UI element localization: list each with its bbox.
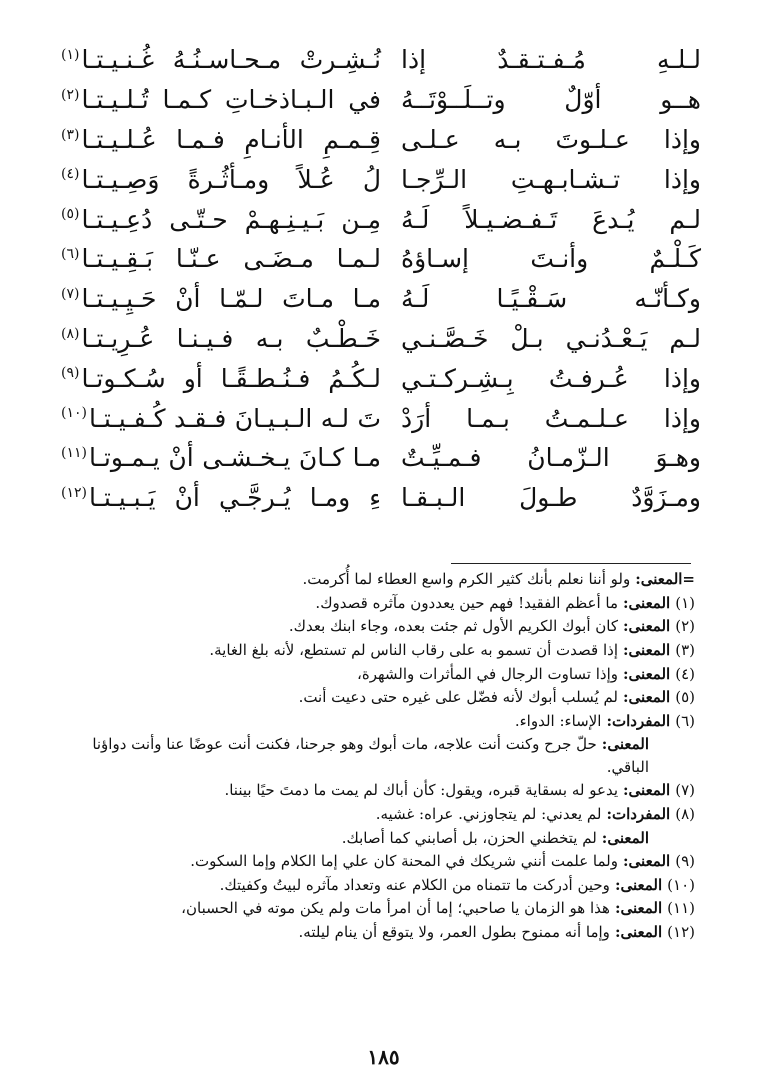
footnotes xyxy=(65,568,695,944)
footnote-text: هذا هو الزمان يا صاحبي؛ إما أن امرأ مات ولم يكن موته في الحسبان، xyxy=(181,899,610,918)
footnote-label: المعنى: xyxy=(614,899,663,918)
footnote-reference[interactable]: (٤) xyxy=(61,166,80,183)
footnote-label: المعنى: xyxy=(614,875,663,894)
footnote xyxy=(65,779,695,803)
footnote xyxy=(65,568,695,592)
verse-line xyxy=(61,199,701,239)
footnote xyxy=(65,803,695,827)
footnote xyxy=(65,592,695,616)
footnote xyxy=(65,874,695,898)
verse-line xyxy=(61,40,701,80)
footnote xyxy=(65,921,695,945)
verse-second-hemistich xyxy=(61,363,381,393)
verse-second-hemistich xyxy=(61,85,381,115)
footnote-text: لم يتخطني الحزن، بل أصابني كما أصابك. xyxy=(341,828,597,847)
verse-second-hemistich xyxy=(61,244,381,274)
hemistich-text: مِـن بَـيـنِـهـمْ حـتّـى دُعِـيـتـا xyxy=(81,204,381,234)
footnote-number: (٥) xyxy=(675,688,695,707)
hemistich-text: تَ لـه الـبـيـانَ فـقـد كُـفـيـتـا xyxy=(88,403,381,433)
verse-second-hemistich xyxy=(61,204,381,234)
footnote xyxy=(65,850,695,874)
footnote-number: (١٠) xyxy=(667,875,695,894)
footnote-text: وإما أنه ممنوح بطول العمر، ولا يتوقع أن ينام ليلته. xyxy=(298,923,610,942)
footnote-text: لم يُسلب أبوك لأنه فضّل على غيره حتى دعيت أنت. xyxy=(298,688,618,707)
footnote-reference[interactable]: (٦) xyxy=(61,246,80,263)
footnote-reference[interactable]: (٧) xyxy=(61,285,80,302)
verse-second-hemistich xyxy=(61,124,381,154)
footnote-text: إذا قصدت أن تسمو به على رقاب الناس لم تستطع، لأنه بلغ الغاية. xyxy=(209,641,618,660)
footnote-label: المعنى: xyxy=(623,617,671,636)
footnote-reference[interactable]: (٣) xyxy=(61,126,80,143)
hemistich-text: لـمـا مـضَـى عـنّـا بَـقِـيـتـا xyxy=(81,244,381,274)
footnote-number: (٦) xyxy=(675,711,695,730)
footnote-reference[interactable]: (١٠) xyxy=(61,405,87,422)
verse-line xyxy=(61,358,701,398)
hemistich-text: قِـمـمِ الأنـامِ فـمـا عُـلـيـتـا xyxy=(81,124,381,154)
hemistich-text: لُ عُـلاً ومـأثُـرةً وَصِـيـتـا xyxy=(81,164,381,194)
footnote-label: =المعنى: xyxy=(635,570,695,589)
footnote xyxy=(65,733,695,779)
footnote-label: المعنى: xyxy=(623,781,671,800)
footnote-label: المعنى: xyxy=(614,923,663,942)
hemistich-text: خَـطْـبٌ بـه فـيـنـا عُـرِيـتـا xyxy=(81,323,381,353)
verse-first-hemistich: ومـزَوَّدٌ طـولَ الـبـقـا xyxy=(401,483,701,513)
footnote-number: (٤) xyxy=(675,664,695,683)
footnote-text: وإذا تساوت الرجال في المأثرات والشهرة، xyxy=(357,664,618,683)
footnote-label: المعنى: xyxy=(601,828,649,847)
footnote xyxy=(65,639,695,663)
verse-first-hemistich: وهـوَ الـزّمـانُ فـمـيِّـتٌ xyxy=(401,443,701,473)
verse-second-hemistich xyxy=(61,164,381,194)
verse-line xyxy=(61,438,701,478)
verse-second-hemistich xyxy=(61,483,381,513)
footnote-label: المعنى: xyxy=(601,735,649,754)
footnote-reference[interactable]: (٥) xyxy=(61,206,80,223)
footnote-number: (١٢) xyxy=(667,923,695,942)
verse-second-hemistich xyxy=(61,284,381,314)
verse-second-hemistich xyxy=(61,443,381,473)
footnote-reference[interactable]: (١٢) xyxy=(61,484,87,501)
footnote-label: المفردات: xyxy=(606,711,671,730)
verse-line xyxy=(61,239,701,279)
verse-first-hemistich: وإذا تـشـابـهـتِ الـرِّجـا xyxy=(401,164,701,194)
footnote xyxy=(65,826,695,850)
verse-line xyxy=(61,319,701,359)
footnote xyxy=(65,615,695,639)
footnote-text: ولو أننا نعلم بأنك كثير الكرم واسع العطاء لما أُكرمت. xyxy=(302,570,631,589)
footnote-text: لم يعدني: لم يتجاوزني. عراه: غشيه. xyxy=(375,805,602,824)
footnote-reference[interactable]: (٢) xyxy=(61,86,80,103)
verse-first-hemistich: وإذا عـلـمـتُ بـمـا أرَدْ xyxy=(401,403,701,433)
verse-first-hemistich: لـم يُـدعَ تَـفـضـيـلاً لَـهُ xyxy=(401,204,701,234)
footnote-text: كان أبوك الكريم الأول ثم جئت بعده، وجاء ابنك بعدك. xyxy=(288,617,618,636)
footnote-number: (٧) xyxy=(675,781,695,800)
verse-line xyxy=(61,80,701,120)
footnote-reference[interactable]: (٨) xyxy=(61,325,80,342)
poem-verses xyxy=(61,40,701,518)
footnote-label: المفردات: xyxy=(606,805,671,824)
page-number: ١٨٥ xyxy=(367,1045,400,1069)
verse-line xyxy=(61,398,701,438)
footnote-label: المعنى: xyxy=(623,641,671,660)
verse-first-hemistich: وإذا عُـرفـتُ بِـشِـركـتـي xyxy=(401,363,701,393)
footnote-reference[interactable]: (٩) xyxy=(61,365,80,382)
footnote-text: ولما علمت أنني شريكك في المحنة كان علي إما الكلام وإما السكوت. xyxy=(190,852,618,871)
verse-line xyxy=(61,120,701,160)
hemistich-text: نُـشِـرتْ مـحـاسـنُـهُ غُـنـيـتـا xyxy=(81,45,381,75)
footnote xyxy=(65,686,695,710)
hemistich-text: في الـبـاذخـاتِ كـمـا تُـلـيـتـا xyxy=(81,85,381,115)
footnote xyxy=(65,710,695,734)
verse-second-hemistich xyxy=(61,45,381,75)
footnote-reference[interactable]: (١١) xyxy=(61,445,87,462)
hemistich-text: ءِ ومـا يُـرجَّـي أنْ يَـبـيـتـا xyxy=(88,483,381,513)
footnote-label: المعنى: xyxy=(623,664,671,683)
footnote-divider xyxy=(451,563,691,564)
footnote-label: المعنى: xyxy=(623,688,671,707)
verse-line xyxy=(61,279,701,319)
footnote-number: (٢) xyxy=(675,617,695,636)
verse-first-hemistich: لـم يَـعْـدُنـي بـلْ خَـصَّـنـي xyxy=(401,323,701,353)
footnote-text: يدعو له بسقاية قبره، ويقول: كأن أباك لم يمت ما دمتَ حيًا بيننا. xyxy=(224,781,618,800)
hemistich-text: مـا كـانَ يـخـشـى أنْ يـمـوتـا xyxy=(88,443,381,473)
footnote-number: (١١) xyxy=(667,899,695,918)
footnote-number: (٨) xyxy=(675,805,695,824)
verse-second-hemistich xyxy=(61,323,381,353)
footnote-number: (٩) xyxy=(675,852,695,871)
footnote-text: ما أعظم الفقيد! فهم حين يعددون مآثره قصدوك. xyxy=(315,593,618,612)
footnote-text: الإساء: الدواء. xyxy=(514,711,602,730)
verse-first-hemistich: وإذا عـلـوتَ بـه عـلـى xyxy=(401,124,701,154)
hemistich-text: لـكُـمُ فـنُـطـقًـا أو سُـكـوتـا xyxy=(81,363,381,393)
verse-first-hemistich: كَـلْـمٌ وأنـتَ إسـاؤهُ xyxy=(401,244,701,274)
footnote-text: حلّ جرح وكنت أنت علاجه، مات أبوك وهو جرحنا، فكنت أنت عوضًا عنا وأنت دواؤنا الباقي. xyxy=(92,735,649,777)
verse-first-hemistich: هــو أوّلٌ وتــلَــوْتَــهُ xyxy=(401,85,701,115)
verse-line xyxy=(61,159,701,199)
footnote-text: وحين أدركت ما تتمناه من الكلام عنه وتعداد مآثره لبيتُ وكفيتك. xyxy=(219,875,610,894)
verse-second-hemistich xyxy=(61,403,381,433)
footnote-label: المعنى: xyxy=(623,852,671,871)
verse-first-hemistich: لـلـهِ مُـفـتـقـدٌ إذا xyxy=(401,45,701,75)
verse-line xyxy=(61,478,701,518)
footnote-number: (١) xyxy=(675,593,695,612)
footnote-reference[interactable]: (١) xyxy=(61,47,80,64)
footnote-number: (٣) xyxy=(675,641,695,660)
footnote xyxy=(65,897,695,921)
hemistich-text: مـا مـاتَ لـمّـا أنْ حَـيِـيـتـا xyxy=(81,284,381,314)
verse-first-hemistich: وكـأنّـه سَـقْـيًـا لَـهُ xyxy=(401,284,701,314)
footnote xyxy=(65,662,695,686)
footnote-label: المعنى: xyxy=(623,593,671,612)
